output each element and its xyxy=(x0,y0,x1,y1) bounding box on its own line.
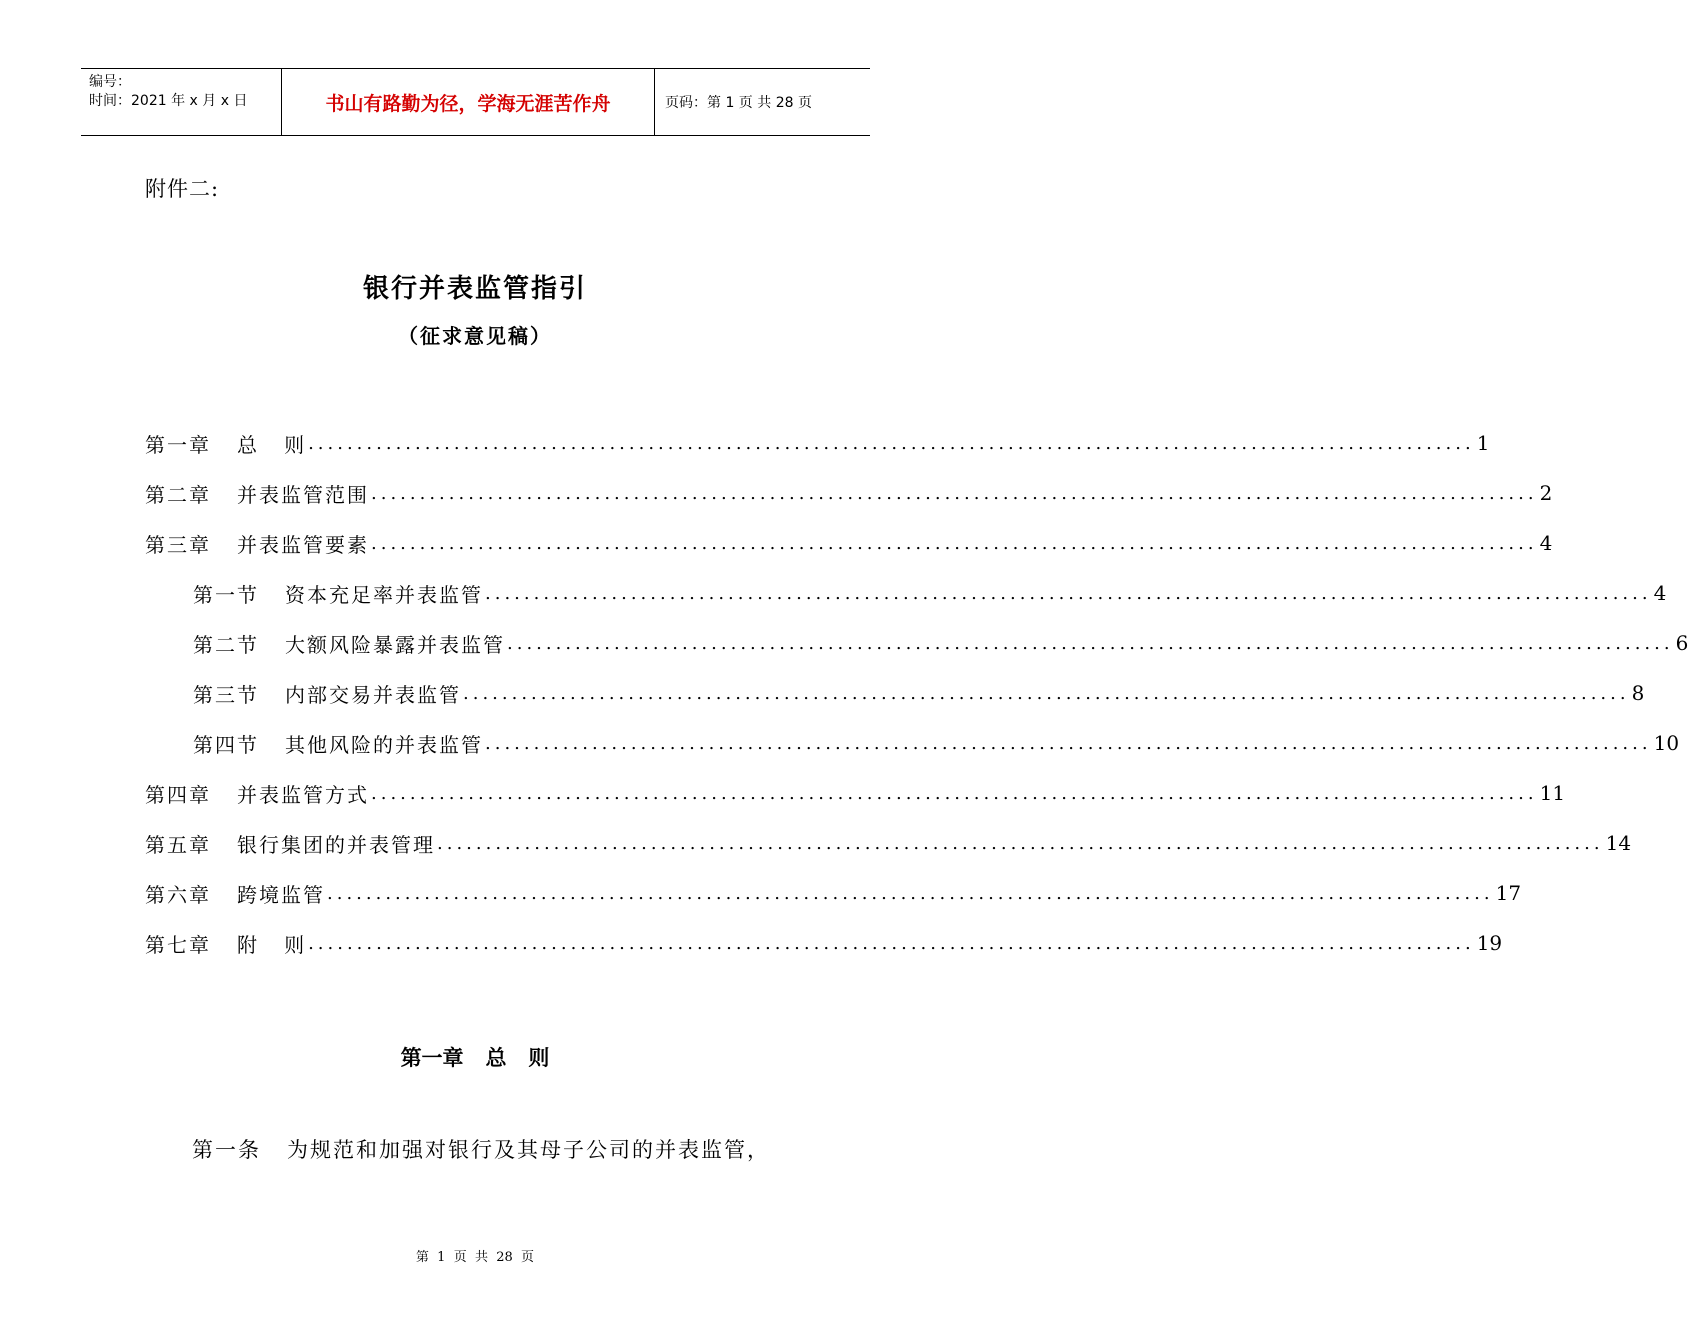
toc-leader-dots: ........................................................................................................................ xyxy=(507,632,1674,654)
toc-entry-page: 17 xyxy=(1495,881,1522,905)
table-of-contents xyxy=(145,418,1688,968)
toc-entry[interactable] xyxy=(145,818,1632,868)
toc-entry-number: 第二章 xyxy=(145,482,211,507)
toc-entry-title: 并表监管方式 xyxy=(237,782,369,807)
toc-leader-dots: ........................................................................................................................ xyxy=(485,582,1652,604)
number-label: 编号： xyxy=(89,74,131,90)
toc-entry-page: 1 xyxy=(1476,431,1490,455)
toc-entry-title: 银行集团的并表管理 xyxy=(237,832,435,857)
toc-entry[interactable] xyxy=(145,418,1490,468)
toc-entry-page: 10 xyxy=(1653,731,1680,755)
toc-entry-number: 第四章 xyxy=(145,782,211,807)
toc-entry-number: 第一节 xyxy=(193,582,259,607)
toc-leader-dots: ........................................................................................................................ xyxy=(308,432,1475,454)
toc-entry-title: 资本充足率并表监管 xyxy=(285,582,483,607)
document-title: 银行并表监管指引 xyxy=(362,274,587,304)
toc-entry-page: 4 xyxy=(1539,531,1553,555)
header-page-info: 页码：第 1 页 共 28 页 xyxy=(665,95,812,111)
toc-entry[interactable] xyxy=(145,868,1522,918)
article-paragraph: 第一条 为规范和加强对银行及其母子公司的并表监管， xyxy=(192,1138,771,1162)
toc-entry[interactable] xyxy=(145,918,1503,968)
toc-leader-dots: ........................................................................................................................ xyxy=(371,532,1538,554)
toc-entry-number: 第五章 xyxy=(145,832,211,857)
toc-entry-page: 8 xyxy=(1631,681,1645,705)
toc-entry[interactable] xyxy=(145,468,1553,518)
toc-entry-title: 并表监管要素 xyxy=(237,532,369,557)
toc-leader-dots: ........................................................................................................................ xyxy=(437,832,1604,854)
toc-entry-number: 第六章 xyxy=(145,882,211,907)
toc-entry[interactable] xyxy=(145,618,1688,668)
toc-entry-page: 14 xyxy=(1605,831,1632,855)
time-label: 时间：2021 年 x 月 x 日 xyxy=(89,93,248,109)
toc-leader-dots: ........................................................................................................................ xyxy=(463,682,1630,704)
toc-leader-dots: ........................................................................................................................ xyxy=(371,482,1538,504)
toc-entry-number: 第四节 xyxy=(193,732,259,757)
toc-entry-page: 19 xyxy=(1476,931,1503,955)
toc-leader-dots: ........................................................................................................................ xyxy=(327,882,1494,904)
document-header xyxy=(81,68,870,136)
page-footer: 第 1 页 共 28 页 xyxy=(415,1250,535,1265)
toc-entry[interactable] xyxy=(145,668,1645,718)
toc-entry-title: 总 则 xyxy=(237,432,307,457)
toc-leader-dots: ........................................................................................................................ xyxy=(485,732,1652,754)
toc-entry-number: 第二节 xyxy=(193,632,259,657)
toc-entry-number: 第三节 xyxy=(193,682,259,707)
document-subtitle: （征求意见稿） xyxy=(398,324,552,348)
attachment-label: 附件二: xyxy=(145,177,220,201)
toc-entry-title: 跨境监管 xyxy=(237,882,325,907)
toc-entry-title: 大额风险暴露并表监管 xyxy=(285,632,505,657)
toc-leader-dots: ........................................................................................................................ xyxy=(371,782,1538,804)
toc-entry-title: 内部交易并表监管 xyxy=(285,682,461,707)
toc-entry-page: 6 xyxy=(1675,631,1688,655)
toc-leader-dots: ........................................................................................................................ xyxy=(308,932,1475,954)
header-motto: 书山有路勤为径，学海无涯苦作舟 xyxy=(282,69,655,135)
toc-entry-number: 第七章 xyxy=(145,932,211,957)
chapter-heading: 第一章 总 则 xyxy=(400,1046,550,1070)
toc-entry[interactable] xyxy=(145,518,1553,568)
toc-entry-number: 第一章 xyxy=(145,432,211,457)
toc-entry-title: 并表监管范围 xyxy=(237,482,369,507)
toc-entry-number: 第三章 xyxy=(145,532,211,557)
toc-entry-page: 4 xyxy=(1653,581,1667,605)
header-meta xyxy=(81,69,282,135)
toc-entry-title: 其他风险的并表监管 xyxy=(285,732,483,757)
toc-entry[interactable] xyxy=(145,568,1667,618)
toc-entry-title: 附 则 xyxy=(237,932,307,957)
toc-entry-page: 2 xyxy=(1539,481,1553,505)
toc-entry[interactable] xyxy=(145,718,1680,768)
toc-entry[interactable] xyxy=(145,768,1566,818)
toc-entry-page: 11 xyxy=(1539,781,1566,805)
